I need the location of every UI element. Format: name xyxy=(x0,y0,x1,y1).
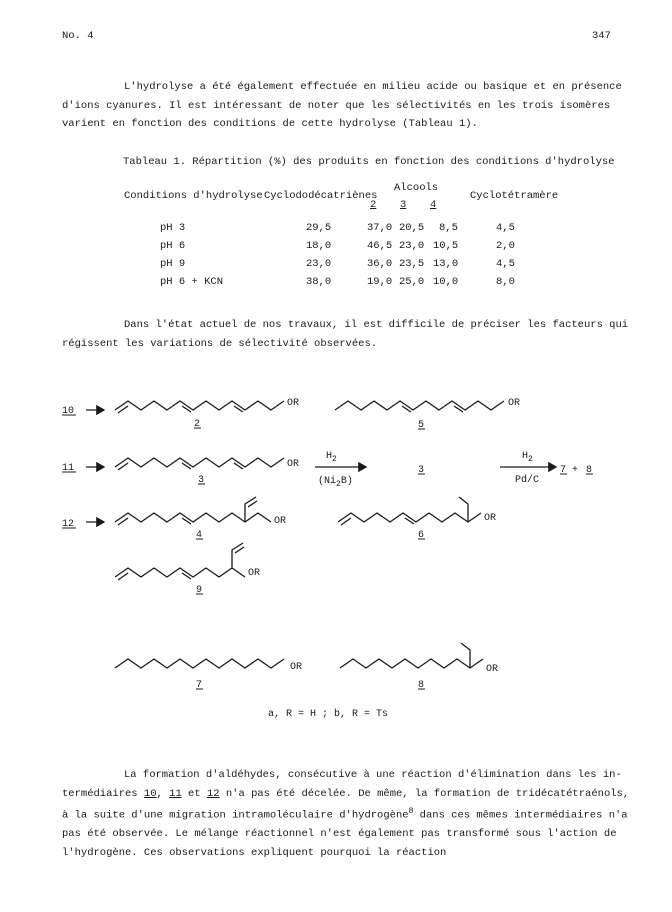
cell-cyclo: 29,5 xyxy=(306,222,332,234)
label-compound-12: 12 xyxy=(62,519,75,530)
cell-alcool-3: 20,5 xyxy=(399,222,425,234)
cell-alcool-4: 8,5 xyxy=(439,222,458,234)
cell-alcool-4: 10,5 xyxy=(433,240,459,252)
middle-line-2: régissent les variations de sélectivité observées. xyxy=(62,337,378,350)
product-7: 7 xyxy=(560,465,567,476)
middle-line-1: Dans l'état actuel de nos travaux, il est difficile de préciser les facteurs qui xyxy=(124,319,629,331)
cell-cyclo: 38,0 xyxy=(306,276,332,288)
page-header-journal: No. 4 xyxy=(62,30,94,42)
label-compound-11: 11 xyxy=(62,463,75,474)
col-header-alcool-3: 3 xyxy=(400,199,407,211)
label-compound-3-intermediate: 3 xyxy=(418,465,425,476)
col-header-alcool-4: 4 xyxy=(430,199,437,211)
cell-condition: pH 6 + KCN xyxy=(160,276,224,288)
cell-alcool-2: 37,0 xyxy=(367,222,393,234)
final-paragraph xyxy=(62,766,630,862)
legend-r-groups: a, R = H ; b, R = Ts xyxy=(268,709,389,720)
cell-alcool-3: 23,0 xyxy=(399,240,425,252)
cell-condition: pH 3 xyxy=(160,222,186,234)
cell-alcool-4: 10,0 xyxy=(433,276,459,288)
label-compound-6: 6 xyxy=(418,530,425,541)
structure-3 xyxy=(115,458,284,470)
cell-cyclotetramere: 8,0 xyxy=(496,276,515,288)
label-compound-9: 9 xyxy=(196,585,203,596)
final-line-1: La formation d'aldéhydes, consécutive à une réaction d'élimination dans les in- xyxy=(124,769,622,781)
label-compound-7: 7 xyxy=(196,680,203,691)
cell-cyclotetramere: 4,5 xyxy=(496,258,515,270)
label-compound-8: 8 xyxy=(418,680,425,691)
ref-compound-10: 10 xyxy=(143,787,157,800)
structure-2 xyxy=(115,401,284,413)
label-compound-3: 3 xyxy=(198,475,205,486)
structure-4 xyxy=(115,497,271,525)
plus-sign: + xyxy=(572,465,579,476)
cell-cyclo: 18,0 xyxy=(306,240,332,252)
col-header-cyclotetramere: Cyclotétramère xyxy=(470,190,559,202)
cell-alcool-3: 25,0 xyxy=(399,276,425,288)
intro-line-3: varient en fonction des conditions de cette hydrolyse (Tableau 1). xyxy=(62,118,478,130)
label-compound-10: 10 xyxy=(62,406,75,417)
product-8: 8 xyxy=(586,465,593,476)
cell-alcool-3: 23,5 xyxy=(399,258,425,270)
cell-condition: pH 6 xyxy=(160,240,186,252)
cell-alcool-4: 13,0 xyxy=(433,258,459,270)
structure-5 xyxy=(335,401,504,412)
or-group-3: OR xyxy=(287,459,300,470)
structure-6 xyxy=(338,497,481,525)
or-group-4: OR xyxy=(274,516,287,527)
intro-line-2: d'ions cyanures. Il est intéressant de noter que les sélectivités en les trois isomères xyxy=(62,99,611,112)
col-header-cyclododecatrienes: Cyclododécatriènes xyxy=(264,190,378,202)
final-line-2: termédiaires 10, 11 et 12 n'a pas été décelée. De même, la formation de tridécatétraénols, xyxy=(62,787,630,800)
cell-alcool-2: 36,0 xyxy=(367,258,393,270)
col-header-alcool-2: 2 xyxy=(370,199,377,211)
ref-compound-12: 12 xyxy=(206,787,220,800)
structure-8 xyxy=(340,643,483,668)
cell-alcool-2: 19,0 xyxy=(367,276,393,288)
or-group-5: OR xyxy=(508,398,521,409)
cell-alcool-2: 46,5 xyxy=(367,240,393,252)
or-group-2: OR xyxy=(287,398,300,409)
or-group-8: OR xyxy=(486,664,499,675)
reagent-h2-pd: $H_2$ xyxy=(522,451,533,464)
reference-superscript: 8 xyxy=(408,807,414,816)
ref-compound-11: 11 xyxy=(169,787,182,800)
label-compound-4: 4 xyxy=(196,530,203,541)
cell-cyclotetramere: 4,5 xyxy=(496,222,515,234)
structure-9 xyxy=(115,543,245,580)
label-compound-2: 2 xyxy=(194,419,201,430)
final-line-3: à la suite d'une migration intramoléculaire d'hydrogène$^8$ dans ces mêmes intermédiaires n'a xyxy=(62,807,628,822)
reagent-ni2b: $(Ni_2B)$ xyxy=(318,476,353,489)
cell-condition: pH 9 xyxy=(160,258,186,270)
col-header-conditions: Conditions d'hydrolyse xyxy=(124,190,263,202)
reagent-h2: $H_2$ xyxy=(326,451,337,464)
or-group-7: OR xyxy=(290,662,303,673)
structure-7 xyxy=(115,659,284,668)
reagent-pdc: Pd/C xyxy=(515,475,540,486)
table-caption: Tableau 1. Répartition (%) des produits en fonction des conditions d'hydrolyse xyxy=(123,156,615,168)
label-compound-5: 5 xyxy=(418,420,425,431)
intro-line-1: L'hydrolyse a été également effectuée en milieu acide ou basique et en présence xyxy=(124,81,622,93)
final-line-5: l'hydrogène. Ces observations expliquent pourquoi la réaction xyxy=(62,846,447,859)
cell-cyclotetramere: 2,0 xyxy=(496,240,515,252)
cell-cyclo: 23,0 xyxy=(306,258,332,270)
final-line-4: pas été observée. Le mélange réactionnel n'est également pas transformé sous l'action de xyxy=(62,828,617,840)
page-number: 347 xyxy=(592,30,611,42)
or-group-6: OR xyxy=(484,513,497,524)
col-header-alcools: Alcools xyxy=(394,182,439,194)
or-group-9: OR xyxy=(248,568,261,579)
